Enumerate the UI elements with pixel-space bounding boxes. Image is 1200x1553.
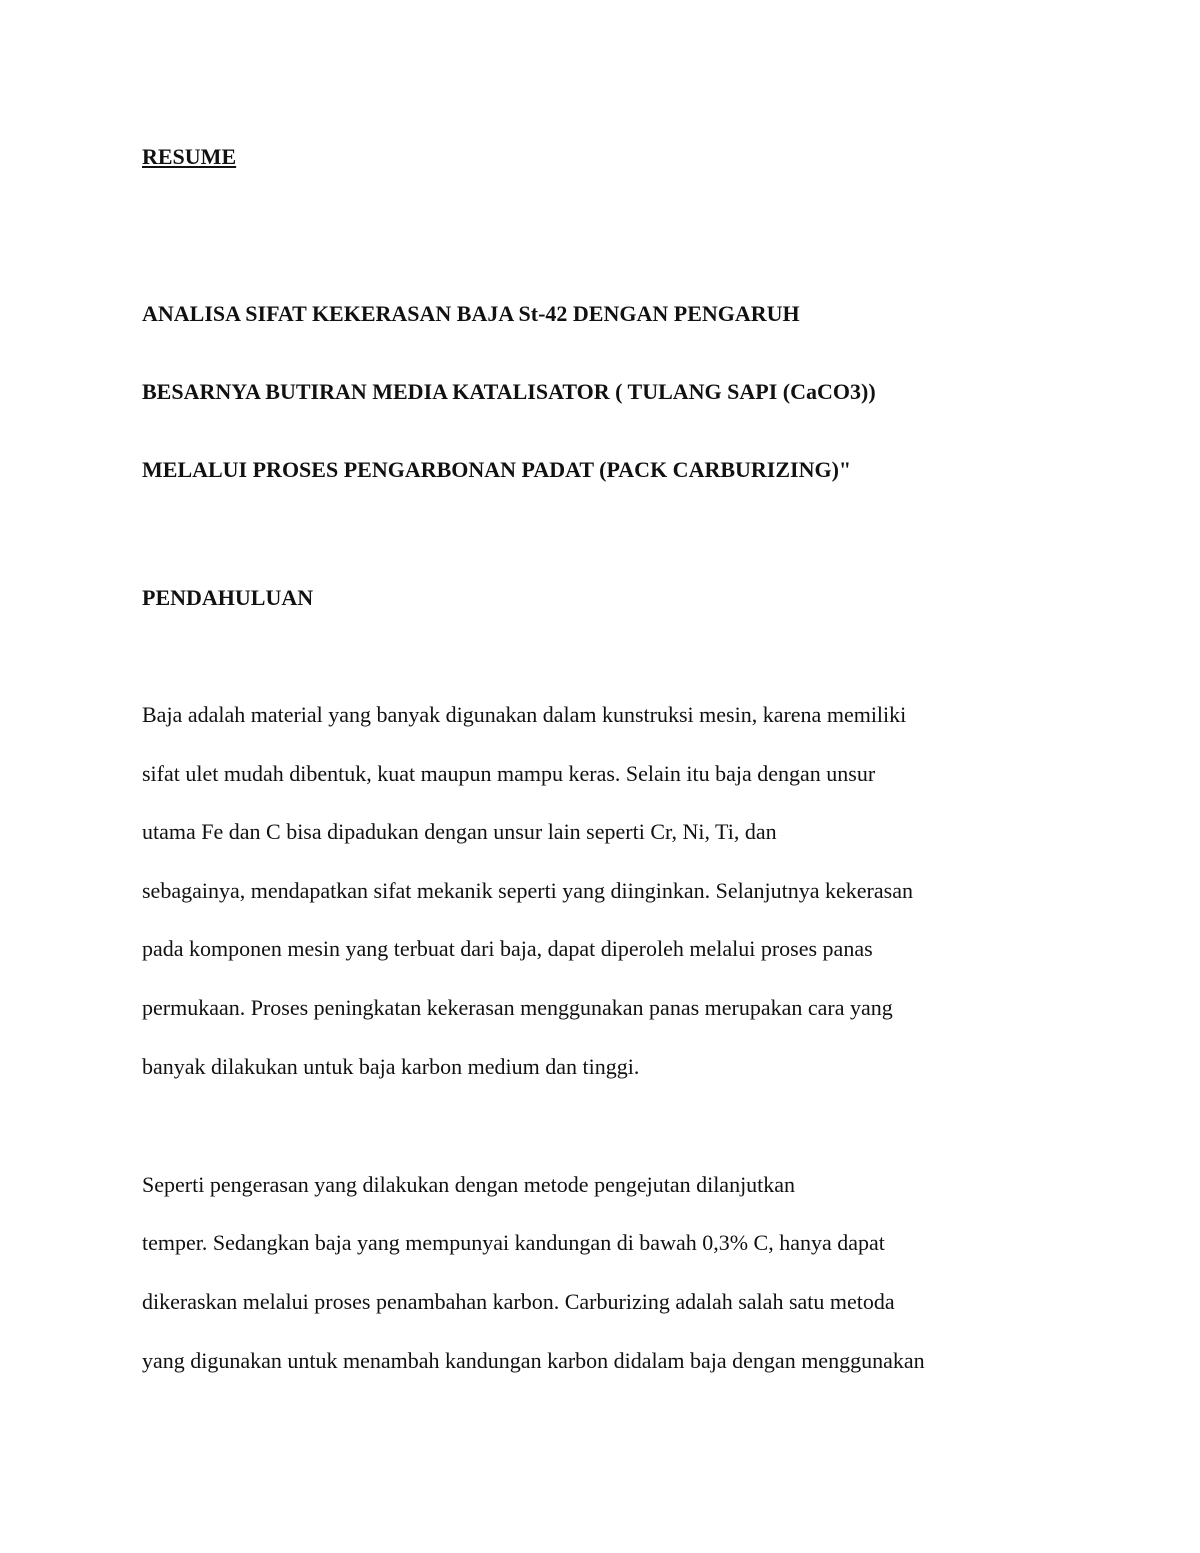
paragraph1-line-1: Baja adalah material yang banyak digunakan dalam kunstruksi mesin, karena memiliki <box>142 702 907 727</box>
section-heading-pendahuluan: PENDAHULUAN <box>142 585 314 610</box>
paragraph2-line-4: yang digunakan untuk menambah kandungan karbon didalam baja dengan menggunakan <box>142 1348 925 1373</box>
paragraph2-line-1: Seperti pengerasan yang dilakukan dengan metode pengejutan dilanjutkan <box>142 1172 796 1197</box>
paragraph2-line-3: dikeraskan melalui proses penambahan karbon. Carburizing adalah salah satu metoda <box>142 1289 895 1314</box>
paragraph1-line-4: sebagainya, mendapatkan sifat mekanik seperti yang diinginkan. Selanjutnya kekerasan <box>142 878 913 903</box>
title-line-1: ANALISA SIFAT KEKERASAN BAJA St-42 DENGAN PENGARUH <box>142 301 800 326</box>
paragraph1-line-6: permukaan. Proses peningkatan kekerasan menggunakan panas merupakan cara yang <box>142 995 893 1020</box>
title-line-2: BESARNYA BUTIRAN MEDIA KATALISATOR ( TULANG SAPI (CaCO3)) <box>142 379 876 404</box>
paragraph1-line-7: banyak dilakukan untuk baja karbon medium dan tinggi. <box>142 1054 640 1079</box>
paragraph2-line-2: temper. Sedangkan baja yang mempunyai kandungan di bawah 0,3% C, hanya dapat <box>142 1230 885 1255</box>
resume-heading: RESUME <box>142 144 237 169</box>
paragraph1-line-3: utama Fe dan C bisa dipadukan dengan unsur lain seperti Cr, Ni, Ti, dan <box>142 819 777 844</box>
paragraph1-line-2: sifat ulet mudah dibentuk, kuat maupun mampu keras. Selain itu baja dengan unsur <box>142 761 876 786</box>
title-line-3: MELALUI PROSES PENGARBONAN PADAT (PACK CARBURIZING)" <box>142 457 852 482</box>
paragraph1-line-5: pada komponen mesin yang terbuat dari baja, dapat diperoleh melalui proses panas <box>142 936 873 961</box>
